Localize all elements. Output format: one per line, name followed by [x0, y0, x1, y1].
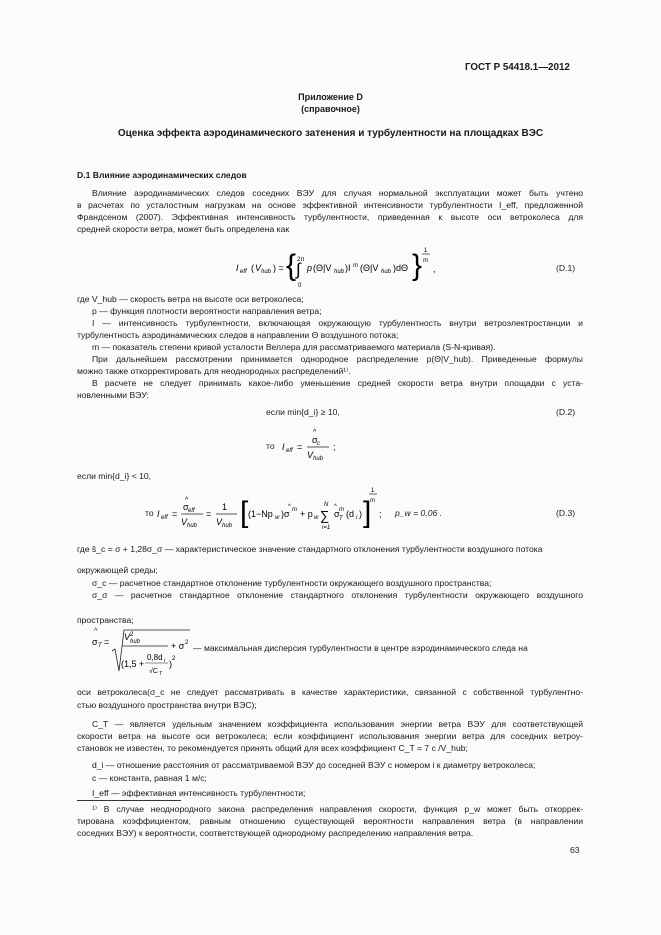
svg-text:∫: ∫ [296, 260, 301, 279]
para1-line1: Влияние аэродинамических следов соседних ВЭУ для случая нормальной эксплуатации может быть учтено [92, 188, 583, 198]
where1-line3: I — интенсивность турбулентности, включающая окружающую турбулентность внутри ветроэлектростанции и [92, 318, 583, 328]
footnote-separator [77, 800, 181, 801]
svg-text:(1,5 +: (1,5 + [121, 659, 145, 669]
svg-text:V: V [181, 517, 188, 527]
where2-line11: становок не известен, то рекомендуется принять общий для всех коэффициент C_T = 7 c /V_hub; [77, 743, 468, 753]
svg-text:c: c [317, 441, 320, 447]
para2-line2: можно также откорректировать для неоднородных распределений¹⁾. [77, 366, 351, 376]
svg-text:hub: hub [313, 456, 324, 462]
svg-text:(Θ|V: (Θ|V [313, 263, 332, 273]
svg-text:)dΘ: )dΘ [393, 263, 409, 273]
svg-text:1: 1 [371, 488, 375, 494]
svg-text:V: V [216, 517, 223, 527]
footnote-line2: тирована коэффициентом, равным отношению существующей вероятности направления ветра (в направлении [77, 816, 583, 826]
para2-line3: В расчете не следует принимать какое-либо уменьшение средней скорости ветра внутри площадки с уста- [92, 378, 583, 388]
eq2-condition: если min{d_i} ≥ 10, [266, 407, 340, 417]
svg-text:i: i [356, 515, 358, 521]
where2-line4: σ_σ — расчетное стандартное отклонение стандартного отклонения турбулентности окружающего воздушного [92, 590, 583, 600]
svg-text:^: ^ [313, 429, 317, 436]
svg-text:I: I [236, 263, 239, 273]
eq3-pw: p_w = 0,06 . [395, 508, 443, 518]
svg-text:hub: hub [222, 523, 233, 529]
svg-text:eff: eff [286, 448, 293, 454]
eq3-condition: если min{d_i} < 10, [77, 471, 152, 481]
svg-text:=: = [297, 442, 303, 452]
svg-text:1: 1 [222, 502, 228, 512]
equation-number-d1: (D.1) [556, 263, 576, 273]
where2-line3: σ_c — расчетное стандартное отклонение турбулентности окружающего воздушного пространства; [92, 578, 492, 588]
svg-text:w: w [275, 515, 280, 521]
para1-line2: в расчетах по усталостным нагрузкам на основе эффективной интенсивности турбулентности I_eff, предложенной [77, 200, 583, 210]
where2-line6: — максимальная дисперсия турбулентности в центре аэродинамического следа на [193, 643, 528, 653]
svg-text:p: p [307, 263, 313, 273]
svg-text:V: V [124, 632, 131, 642]
svg-text:hub: hub [187, 523, 198, 529]
svg-text:hub: hub [334, 269, 345, 275]
para1-line4: средней скорости ветра, может быть определена как [77, 224, 290, 234]
svg-text:V: V [255, 263, 262, 273]
svg-text:=: = [104, 637, 110, 647]
where2-line1: где ŝ_c = σ + 1,28σ_σ — характеристическое значение стандартного отклонения турбулентности воздушного потока [77, 544, 543, 554]
where2-line8: стью воздушного пространства внутри ВЭС); [77, 700, 257, 710]
svg-text:√C: √C [149, 668, 158, 675]
svg-text:=: = [172, 509, 178, 519]
svg-text:2: 2 [172, 656, 176, 662]
svg-text:eff: eff [240, 269, 247, 275]
svg-text:T: T [159, 671, 163, 677]
svg-text:(1−Np: (1−Np [248, 509, 273, 519]
para1-line3: Франдсеном (2007). Эффективная интенсивность турбулентности, приведенная к высоте оси ветроколеса для [77, 212, 583, 222]
footnote-line1: ¹⁾ В случае неоднородного закона распределения направления скорости, функция p_w может быть откоррек- [92, 804, 583, 814]
svg-text:2π: 2π [297, 257, 305, 263]
svg-text:T: T [339, 516, 343, 522]
svg-text:=: = [206, 509, 212, 519]
svg-text:I: I [157, 509, 160, 519]
where1-line1: где V_hub — скорость ветра на высоте оси ветроколеса; [77, 294, 304, 304]
appendix-title: Приложение D [298, 92, 363, 102]
where2-line12: d_i — отношение расстояния от рассматриваемой ВЭУ до соседней ВЭУ с номером i к диаметру ветроколеса; [92, 760, 536, 770]
equation-d2 [280, 428, 360, 464]
where1-line2: p — функция плотности вероятности направления ветра; [92, 306, 322, 316]
svg-text:T: T [98, 643, 102, 649]
svg-text:{: { [286, 249, 297, 282]
where2-line13: c — константа, равная 1 м/с; [92, 773, 207, 783]
svg-text:}: } [412, 249, 423, 282]
svg-text:m: m [339, 507, 344, 513]
svg-text:;: ; [333, 442, 336, 452]
eq2-to: то [266, 441, 275, 451]
svg-text:∑: ∑ [320, 508, 330, 523]
svg-text:m: m [353, 263, 358, 269]
equation-number-d3: (D.3) [556, 508, 576, 518]
svg-text:+ p: + p [300, 509, 313, 519]
svg-text:)I: )I [345, 263, 351, 273]
where2-line10: скорости ветра на высоте оси ветроколеса; если коэффициент использования энергии ветра для соседних ветроу- [77, 731, 583, 741]
svg-text:σ: σ [334, 509, 340, 519]
svg-text:): ) [169, 659, 172, 669]
para2-line1: При дальнейшем рассмотрении принимается однородное распределение p(Θ|V_hub). Приведенные формулы [92, 354, 583, 364]
svg-text:(Θ|V: (Θ|V [360, 263, 379, 273]
svg-text:hub: hub [261, 269, 272, 275]
footnote-line3: соседних ВЭУ) к вероятности, соответствующей однородному распределению направления ветра. [77, 828, 474, 838]
where2-line7: оси ветроколеса(σ_c не следует рассматривать в качестве характеристики, связанной с собственной турбулентно- [77, 687, 583, 697]
svg-text:eff: eff [188, 508, 195, 514]
svg-text:i=1: i=1 [322, 525, 331, 531]
svg-text:i: i [164, 658, 166, 664]
svg-text:σ: σ [183, 502, 189, 512]
svg-text:+ σ: + σ [171, 641, 185, 651]
section-title: D.1 Влияние аэродинамических следов [77, 170, 247, 180]
svg-text:m: m [423, 258, 428, 264]
svg-text:,: , [433, 264, 436, 274]
sigma-t-formula [92, 627, 192, 679]
svg-text:^: ^ [94, 628, 98, 635]
svg-text:σ: σ [92, 637, 98, 647]
svg-text:0,8d: 0,8d [147, 653, 163, 662]
equation-d1 [232, 240, 452, 292]
page-number: 63 [570, 845, 580, 855]
svg-text:^: ^ [185, 497, 189, 504]
where1-line4: турбулентность аэродинамических следов в направлении Θ воздушного потока; [77, 330, 399, 340]
svg-text:m: m [292, 507, 297, 513]
equation-number-d2: (D.2) [556, 407, 576, 417]
where2-line14: I_eff — эффективная интенсивность турбулентности; [92, 788, 306, 798]
appendix-subtitle: (справочное) [301, 104, 360, 114]
svg-text:I: I [282, 442, 285, 452]
svg-text:^: ^ [334, 504, 337, 510]
svg-text:[: [ [240, 496, 249, 529]
svg-text:)σ: )σ [281, 509, 290, 519]
svg-text:σ: σ [312, 435, 318, 445]
svg-text:w: w [314, 515, 319, 521]
svg-text:^: ^ [288, 504, 291, 510]
svg-text:hub: hub [381, 269, 392, 275]
eq3-to: то [145, 508, 154, 518]
svg-text:eff: eff [161, 515, 168, 521]
standard-number: ГОСТ Р 54418.1—2012 [465, 62, 570, 73]
svg-text:N: N [324, 502, 329, 508]
svg-text:;: ; [379, 509, 382, 519]
svg-text:2: 2 [185, 640, 189, 646]
appendix-heading: Оценка эффекта аэродинамического затенения и турбулентности на площадках ВЭС [117, 128, 544, 139]
svg-text:): ) [359, 509, 362, 519]
svg-text:) =: ) = [273, 263, 284, 273]
para2-line4: новленными ВЭУ: [77, 390, 150, 400]
svg-text:1: 1 [424, 248, 428, 254]
svg-text:]: ] [363, 496, 372, 529]
svg-text:0: 0 [298, 283, 302, 289]
where2-line5: пространства; [77, 615, 134, 625]
svg-text:2: 2 [130, 632, 134, 638]
svg-text:(d: (d [346, 509, 355, 519]
where2-line9: C_T — является удельным значением коэффициента использования энергии ветра ВЭУ для соответствующей [92, 719, 583, 729]
where2-line2: окружающей среды; [77, 565, 158, 575]
svg-text:V: V [307, 450, 314, 460]
where1-line5: m — показатель степени кривой усталости Веллера для рассматриваемого материала (S-N-кривая). [92, 342, 496, 352]
svg-text:m: m [370, 498, 375, 504]
svg-text:(: ( [251, 263, 254, 273]
svg-text:hub: hub [130, 639, 141, 645]
